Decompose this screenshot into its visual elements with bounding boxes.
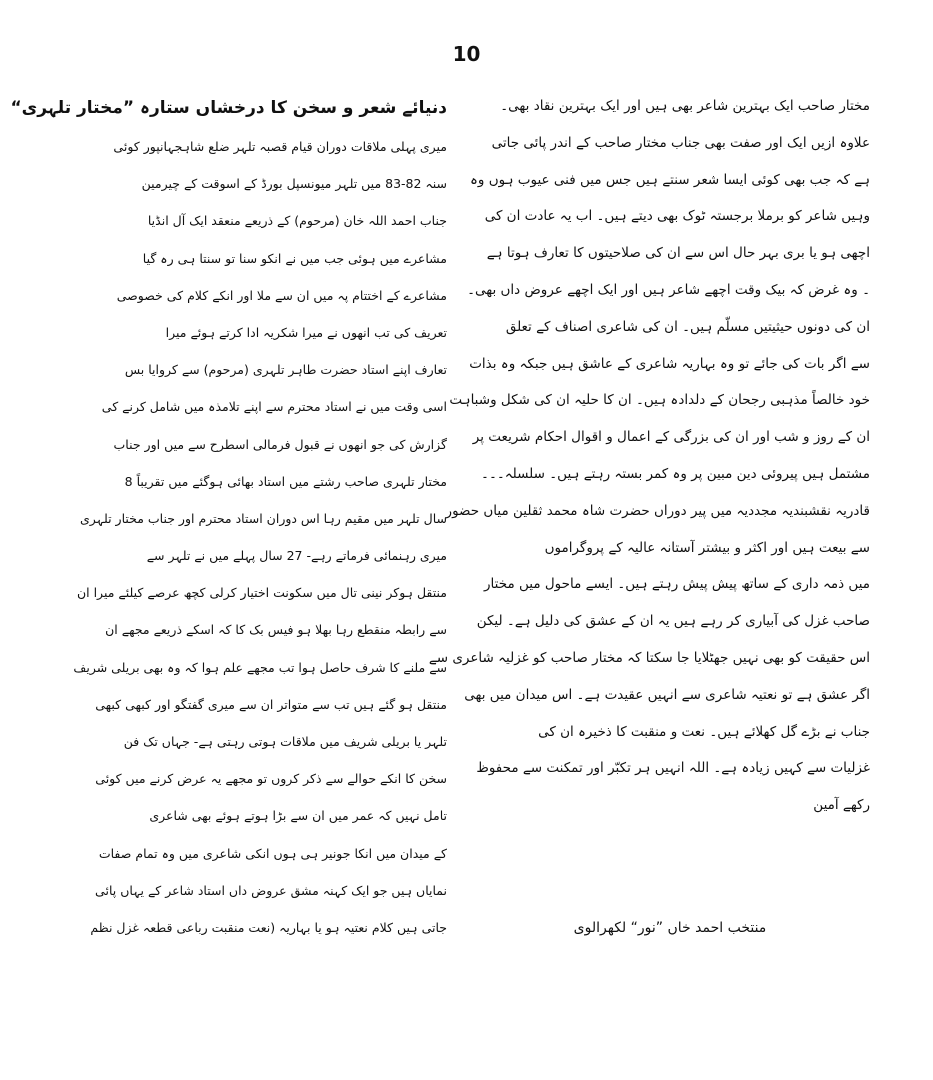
text-line: مشتمل ہیں پیروئی دین مبین پر وہ کمر بستہ رہتے ہیں۔ سلسلہ۔۔۔ [481,465,870,482]
text-line: گزارش کی جو انھوں نے قبول فرمالی اسطرح سے میں اور جناب [113,436,447,452]
text-line: جناب احمد اللہ خان (مرحوم) کے ذریعے منعقد ایک آل انڈیا [147,213,447,229]
text-line: مشاعرے کے اختتام پہ میں ان سے ملا اور انکے کلام کی خصوصی [116,287,447,303]
text-line: منتقل ہوکر نینی تال میں سکونت اختیار کرلی کچھ عرصے کیلئے میرا ان [76,585,447,601]
text-line: سے ملنے کا شرف حاصل ہوا تب مجھے علم ہوا کہ وہ بھی بریلی شریف [73,659,447,675]
text-line: سنہ 82-83 میں تلہر میونسپل بورڈ کے اسوقت کے چیرمین [141,176,447,192]
text-line: مشاعرے میں ہوئی جب میں نے انکو سنا تو سنتا ہی رہ گیا [142,250,447,266]
text-line: قادریہ نقشبندیہ مجددیہ میں پیر دوراں حضرت شاہ محمد ثقلین میاں حضور [445,502,870,519]
text-line: تامل نہیں کہ عمر میں ان سے بڑا ہوتے ہوئے بھی شاعری [149,808,447,824]
text-line: میں ذمہ داری کے ساتھ پیش پیش رہتے ہیں۔ ایسے ماحول میں مختار [484,576,870,593]
text-line: نمایاں ہیں جو ایک کہنہ مشق عروض داں استاد شاعر کے یہاں پائی [95,882,447,898]
text-line: ان کے روز و شب اور ان کی بزرگی کے اعمال و اقوال احکام شریعت پر [472,429,870,446]
text-line: خود خالصاً مذہبی رجحان کے دلدادہ ہیں۔ ان کا حلیہ ان کی شکل وشباہت [449,392,870,409]
text-line: وہیں شاعر کو برملا برجستہ ٹوک بھی دیتے ہیں۔ اب یہ عادت ان کی [484,208,870,225]
article-heading: دنیائے شعر و سخن کا درخشاں ستارہ ”مختار تلہری“ [10,98,447,118]
text-line: سخن کا انکے حوالے سے ذکر کروں تو مجھے یہ عرض کرنے میں کوئی [95,771,447,787]
left-column [10,88,447,946]
text-line: مختار تلہری صاحب رشتے میں استاد بھائی ہوگئے میں تقریباً 8 [124,473,447,489]
text-line: تعارف اپنے استاد حضرت طاہر تلہری (مرحوم) سے کروایا بس [124,362,447,378]
text-line: غزلیات سے کہیں زیادہ ہے۔ اللہ انہیں ہر تکبّر اور تمکنت سے محفوظ [476,760,870,777]
text-line: جاتی ہیں کلام نعتیہ ہو یا بہاریہ (نعت منقبت رباعی قطعہ غزل نظم [90,919,447,935]
text-line: سے اگر بات کی جائے تو وہ بہاریہ شاعری کے عاشق ہیں جبکہ وہ بذات [469,355,870,372]
text-line: سے رابطہ منقطع رہا بھلا ہو فیس بک کا کہ اسکے ذریعے مجھے ان [105,622,447,638]
text-line: علاوہ ازیں ایک اور صفت بھی جناب مختار صاحب کے اندر پائی جاتی [491,134,870,151]
text-line: میری رہنمائی فرماتے رہے- 27 سال پہلے میں نے تلہر سے [146,548,447,564]
text-line: ان کی دونوں حیثیتیں مسلّم ہیں۔ ان کی شاعری اصناف کے تعلق [505,318,870,335]
text-line: اگر عشق ہے تو نعتیہ شاعری سے انہیں عقیدت ہے۔ اس میدان میں بھی [464,686,870,703]
text-line: ہے کہ جب بھی کوئی ایسا شعر سنتے ہیں جس میں فنی عیوب ہوں وہ [469,171,870,188]
text-line: منتقل ہو گئے ہیں تب سے متواتر ان سے میری گفتگو اور کبھی کبھی [95,696,447,712]
text-line: مختار صاحب ایک بہترین شاعر بھی ہیں اور ایک بہترین نقاد بھی۔ [500,98,870,114]
text-line: جناب نے بڑے گل کھلائے ہیں۔ نعت و منقبت کا ذخیرہ ان کی [538,723,870,740]
author-signature: منتخب احمد خاں ”نور“ لکھرالوی [573,920,767,936]
text-line: صاحب غزل کی آبیاری کر رہے ہیں یہ ان کے عشق کی دلیل ہے۔ لیکن [476,613,870,630]
text-line: ۔ وہ غرض کہ بیک وقت اچھے شاعر ہیں اور ایک اچھے عروض داں بھی۔ [467,281,870,298]
text-line: اسی وقت میں نے استاد محترم سے اپنے تلامذہ میں شامل کرنے کی [101,399,447,415]
text-line: تلہر یا بریلی شریف میں ملاقات ہوتی رہتی ہے- جہاں تک فن [123,734,447,749]
text-line: تعریف کی تب انھوں نے میرا شکریہ ادا کرتے ہوئے میرا [165,324,447,340]
text-line: سے بیعت ہیں اور اکثر و بیشتر آستانہ عالیہ کے پروگراموں [544,539,870,556]
text-line: سال تلہر میں مقیم رہا اس دوران استاد محترم اور جناب مختار تلہری [79,510,447,526]
right-column [428,88,870,824]
text-line: اس حقیقت کو بھی نہیں جھٹلایا جا سکتا کہ مختار صاحب کو غزلیہ شاعری سے [428,649,870,666]
text-line: میری پہلی ملاقات دوران قیام قصبہ تلہر ضلع شاہجہانپور کوئی [113,139,447,154]
text-line: رکھے آمین [813,797,870,814]
text-line: کے میدان میں انکا جونیر ہی ہوں انکی شاعری میں وہ تمام صفات [98,845,447,861]
text-line: اچھی ہو یا بری بہر حال اس سے ان کی صلاحیتوں کا تعارف ہوتا ہے [486,245,870,262]
page-number: 10 [452,42,481,66]
